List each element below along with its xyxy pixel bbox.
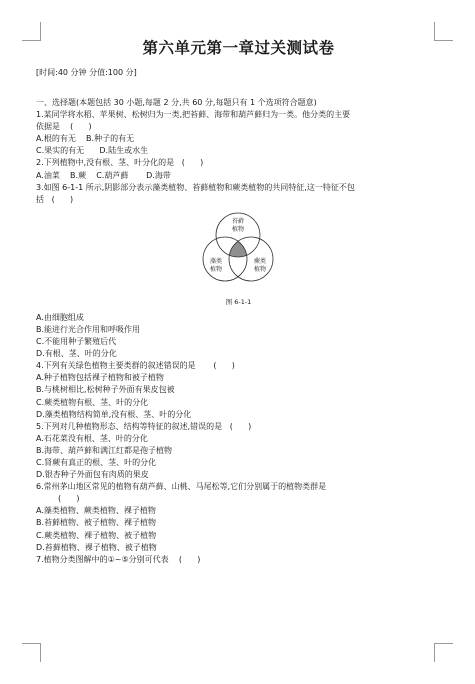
question-4-option-b: B.与桃树相比,松树种子外面有果皮包被	[36, 385, 175, 395]
section-heading: 一、选择题(本题包括 30 小题,每题 2 分,共 60 分,每题只有 1 个选项符合题意)	[36, 98, 317, 107]
venn-label-algae-2: 植物	[209, 265, 223, 273]
question-3-option-a: A.由细胞组成	[36, 312, 84, 322]
question-6-option-c: C.蕨类植物、裸子植物、被子植物	[36, 530, 157, 540]
question-5-option-d: D.银杏种子外面包有肉质的果皮	[36, 470, 149, 480]
question-3-option-c: C.不能用种子繁殖后代	[36, 337, 117, 347]
page-corner-mark-bottom-right	[434, 643, 453, 662]
question-3-stem-cont: 括 ( )	[36, 194, 74, 204]
question-4-stem: 4.下列有关绿色植物主要类群的叙述错误的是 ( )	[36, 361, 235, 371]
question-4-option-d: D.藻类植物结构简单,没有根、茎、叶的分化	[36, 409, 192, 419]
question-1-stem-cont: 依据是 ( )	[36, 122, 92, 132]
question-2-stem: 2.下列植物中,没有根、茎、叶分化的是 ( )	[36, 158, 204, 168]
question-3-stem: 3.如图 6-1-1 所示,阴影部分表示藻类植物、苔藓植物和蕨类植物的共同特征,这一特征不包	[36, 182, 355, 192]
question-6-stem-cont: ( )	[58, 494, 80, 504]
question-4-option-c: C.蕨类植物有根、茎、叶的分化	[36, 397, 149, 407]
venn-circle-fern	[229, 237, 273, 281]
question-1-options-ab: A.根的有无 B.种子的有无	[36, 134, 135, 144]
question-7-stem: 7.植物分类图解中的①~⑤分别可代表 ( )	[36, 554, 201, 564]
figure-caption: 图 6-1-1	[225, 297, 252, 306]
question-5-option-c: C.肾蕨有真正的根、茎、叶的分化	[36, 457, 157, 467]
venn-diagram	[200, 209, 276, 297]
venn-label-moss-2: 植物	[231, 225, 245, 233]
page-corner-mark-bottom-left	[22, 643, 41, 662]
question-4-option-a: A.种子植物包括裸子植物和被子植物	[36, 373, 164, 383]
question-2-options: A.油菜 B.蕨 C.葫芦藓 D.海带	[36, 170, 171, 180]
question-6-option-b: B.苔藓植物、被子植物、裸子植物	[36, 518, 157, 528]
question-5-option-b: B.海带、葫芦藓和满江红都是孢子植物	[36, 445, 173, 455]
venn-diagram-figure	[36, 207, 441, 299]
venn-label-fern-1: 蕨类	[253, 257, 267, 265]
question-5-option-a: A.石花菜没有根、茎、叶的分化	[36, 433, 148, 443]
venn-label-moss-1: 苔藓	[231, 217, 245, 225]
page-title: 第六单元第一章过关测试卷	[142, 39, 335, 57]
question-5-stem: 5.下列对几种植物形态、结构等特征的叙述,错误的是 ( )	[36, 421, 252, 431]
question-3-option-d: D.有根、茎、叶的分化	[36, 349, 117, 359]
question-6-stem: 6.常州茅山地区常见的植物有葫芦藓、山桃、马尾松等,它们分别属于的植物类群是	[36, 482, 327, 492]
question-6-option-a: A.藻类植物、蕨类植物、裸子植物	[36, 506, 156, 516]
question-6-option-d: D.苔藓植物、裸子植物、被子植物	[36, 542, 157, 552]
question-1-stem: 1.某同学将水稻、苹果树、松树归为一类,把苔藓、海带和葫芦藓归为一类。他分类的主要	[36, 110, 351, 120]
document-page	[36, 38, 441, 566]
venn-label-algae-1: 藻类	[209, 257, 223, 265]
question-1-options-cd: C.果实的有无 D.陆生或水生	[36, 146, 149, 156]
venn-label-fern-2: 植物	[253, 265, 267, 273]
question-3-option-b: B.能进行光合作用和呼吸作用	[36, 324, 141, 334]
exam-meta: [时间:40 分钟 分值:100 分]	[36, 68, 137, 77]
